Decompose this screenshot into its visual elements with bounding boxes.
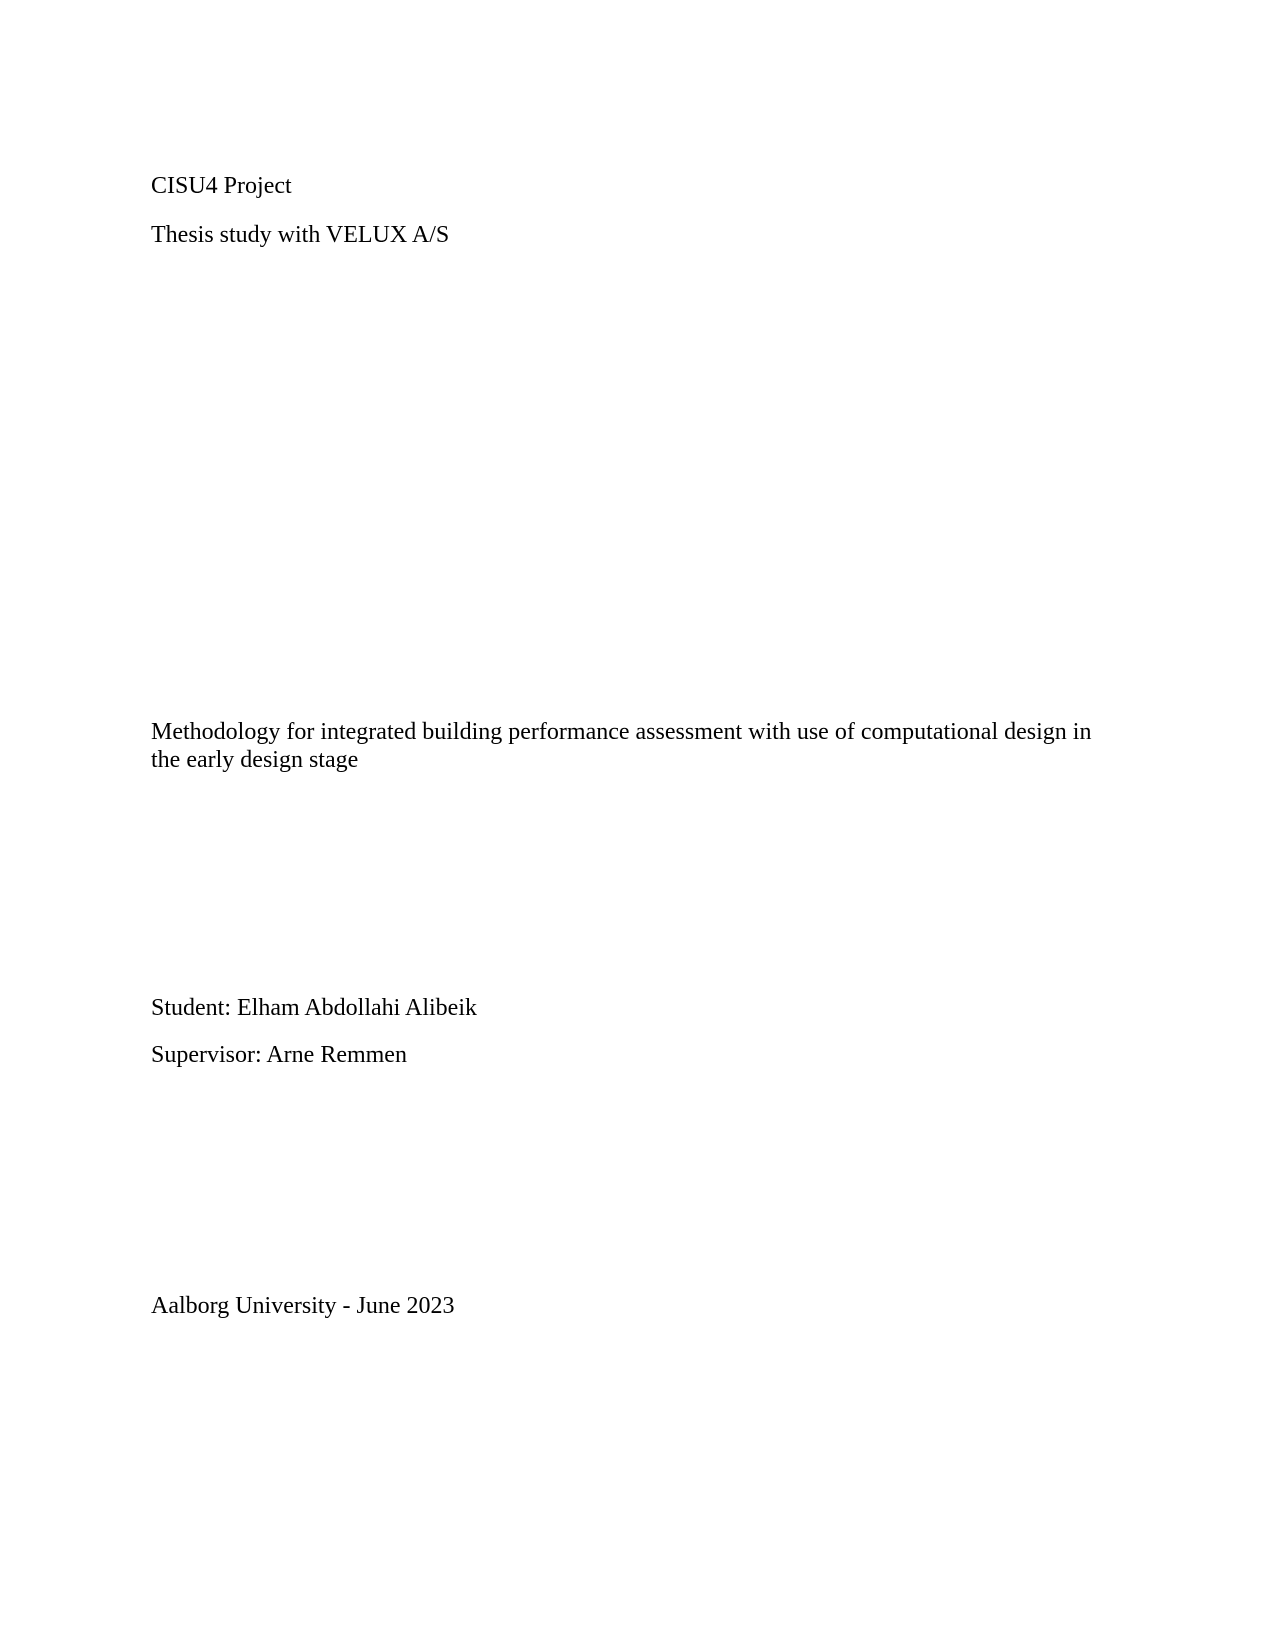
thesis-subtitle: Thesis study with VELUX A/S — [151, 222, 450, 248]
thesis-title-line-2: the early design stage — [151, 747, 359, 773]
supervisor-name: Supervisor: Arne Remmen — [151, 1042, 407, 1068]
institution-date: Aalborg University - June 2023 — [151, 1293, 455, 1319]
thesis-title — [151, 718, 1141, 774]
student-name: Student: Elham Abdollahi Alibeik — [151, 995, 477, 1021]
project-label: CISU4 Project — [151, 173, 292, 199]
thesis-title-line-1: Methodology for integrated building performance assessment with use of computational design in — [151, 719, 1092, 745]
